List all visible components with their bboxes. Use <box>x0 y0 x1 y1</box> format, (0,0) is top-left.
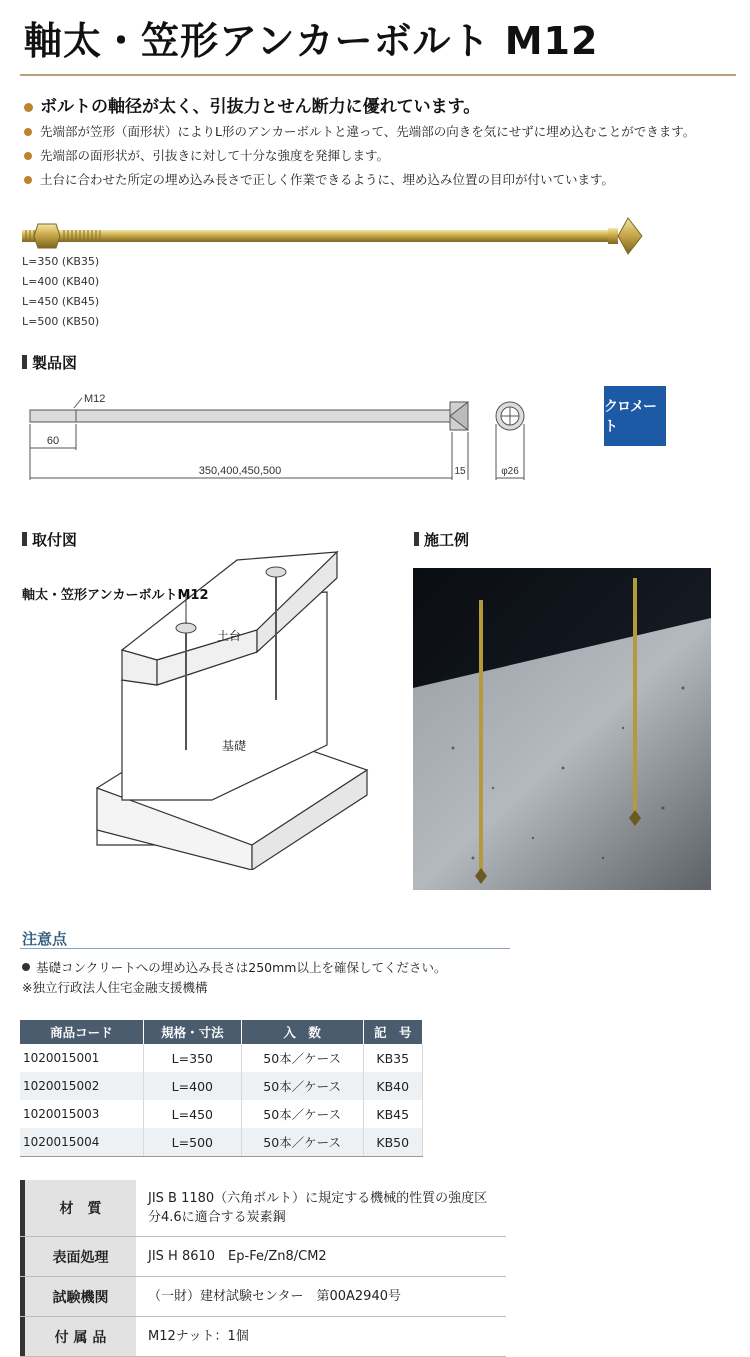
chromate-badge: クロメート <box>604 386 666 446</box>
column-header: 入 数 <box>241 1020 363 1044</box>
section-heading-mounting-diagram: 取付図 <box>22 529 77 550</box>
bullet-dot-icon <box>24 176 32 184</box>
column-header: 商品コード <box>20 1020 143 1044</box>
feature-item: 先端部の面形状が、引抜きに対して十分な強度を発揮します。 <box>22 144 737 168</box>
title-divider <box>20 74 736 76</box>
sill-label: 土台 <box>217 629 242 643</box>
length-item: L=400 (KB40) <box>22 275 100 288</box>
spec-row <box>20 1277 506 1317</box>
product-table <box>20 1020 423 1157</box>
caution-divider <box>20 948 510 949</box>
spec-row <box>20 1180 506 1237</box>
feature-list <box>22 94 737 192</box>
spec-row <box>20 1237 506 1277</box>
table-row: 1020015002 L=400 50本／ケース KB40 <box>20 1072 423 1100</box>
spec-label: 材 質 <box>25 1180 136 1237</box>
table-row: 1020015001 L=350 50本／ケース KB35 <box>20 1044 423 1072</box>
length-item: L=450 (KB45) <box>22 295 100 308</box>
length-item: L=350 (KB35) <box>22 255 100 268</box>
thread-length-label: 60 <box>46 435 60 447</box>
head-diameter-label: φ26 <box>501 466 519 477</box>
thread-size-label: M12 <box>84 393 106 405</box>
mounting-callout: 軸太・笠形アンカーボルトM12 <box>22 588 209 603</box>
spec-value: M12ナット：1個 <box>136 1317 506 1357</box>
feature-item: ボルトの軸径が太く、引抜力とせん断力に優れています。 <box>22 94 737 120</box>
caution-title: 注意点 <box>22 930 68 948</box>
table-row: 1020015003 L=450 50本／ケース KB45 <box>20 1100 423 1128</box>
spec-row <box>20 1317 506 1357</box>
section-heading-product-diagram: 製品図 <box>22 352 77 373</box>
feature-item: 先端部が笠形（面形状）によりL形のアンカーボルトと違って、先端部の向きを気にせずに埋め込むことができます。 <box>22 120 737 144</box>
bullet-dot-icon <box>24 128 32 136</box>
spec-label: 表面処理 <box>25 1237 136 1277</box>
length-list <box>22 252 99 332</box>
bullet-dot-icon <box>22 963 30 971</box>
foundation-label: 基礎 <box>222 739 247 753</box>
total-length-label: 350,400,450,500 <box>198 465 282 477</box>
section-heading-construction-example: 施工例 <box>414 529 469 550</box>
spec-label: 試験機関 <box>25 1277 136 1317</box>
page-title: 軸太・笠形アンカーボルト M12 <box>24 19 599 63</box>
bolt-product-image <box>16 214 646 260</box>
feature-item: 土台に合わせた所定の埋め込み長さで正しく作業できるように、埋め込み位置の目印が付いています。 <box>22 168 737 192</box>
spec-value: JIS B 1180（六角ボルト）に規定する機械的性質の強度区分4.6に適合する炭素鋼 <box>136 1180 506 1237</box>
table-header-row <box>20 1020 423 1044</box>
length-item: L=500 (KB50) <box>22 315 100 328</box>
head-length-label: 15 <box>454 466 466 477</box>
caution-note: ※独立行政法人住宅金融支援機構 <box>22 980 208 995</box>
table-row: 1020015004 L=500 50本／ケース KB50 <box>20 1128 423 1157</box>
spec-label: 付 属 品 <box>25 1317 136 1357</box>
technical-drawing <box>20 388 540 488</box>
spec-value: （一財）建材試験センター 第00A2940号 <box>136 1277 506 1317</box>
column-header: 規格・寸法 <box>143 1020 241 1044</box>
specs-table <box>20 1180 506 1357</box>
bullet-dot-icon <box>24 103 33 112</box>
bullet-dot-icon <box>24 152 32 160</box>
caution-body: 基礎コンクリートへの埋め込み長さは250mm以上を確保してください。 ※独立行政法人住宅金融支援機構 <box>22 958 446 998</box>
spec-value: JIS H 8610 Ep-Fe/Zn8/CM2 <box>136 1237 506 1277</box>
column-header: 記 号 <box>363 1020 423 1044</box>
construction-photo <box>413 568 711 890</box>
